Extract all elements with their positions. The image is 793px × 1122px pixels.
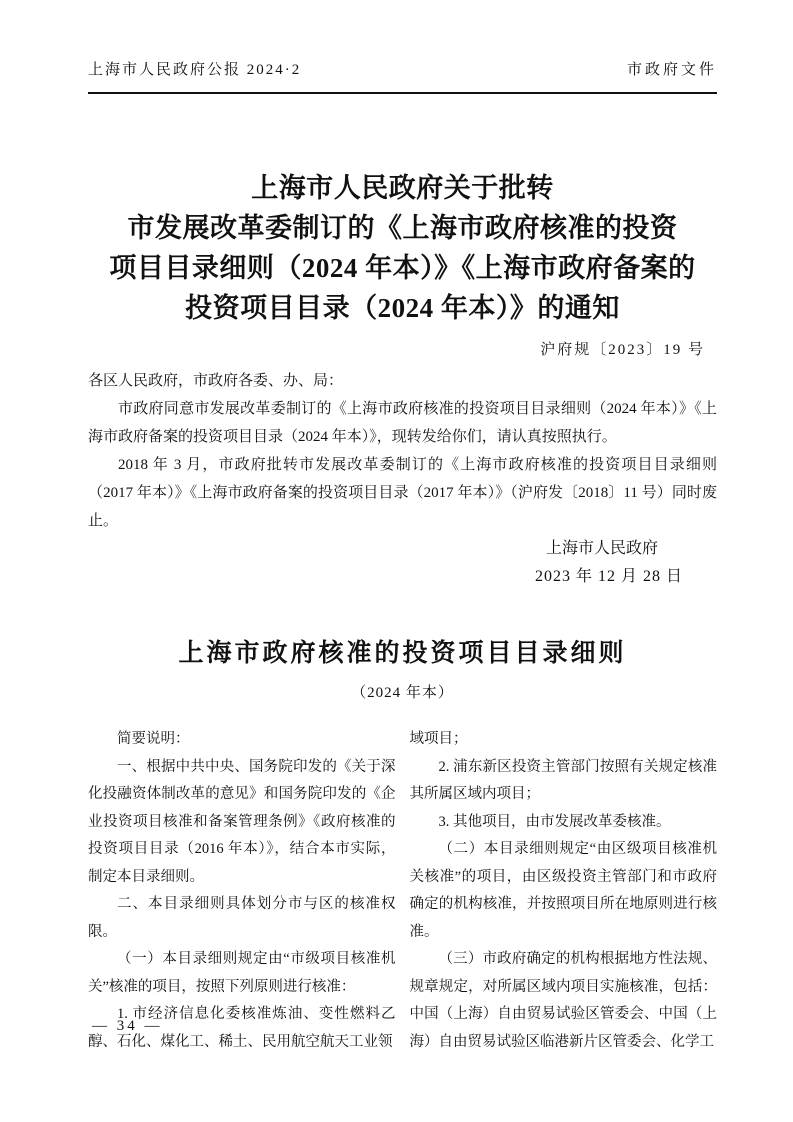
doc-number: 沪府规〔2023〕19 号 bbox=[540, 342, 705, 358]
sign-date: 2023 年 12 月 28 日 bbox=[534, 568, 683, 585]
body-paragraph: （一）本目录细则规定由“市级项目核准机关”核准的项目，按照下列原则进行核准： bbox=[88, 951, 396, 995]
body-paragraph: 3. 其他项目，由市发展改革委核准。 bbox=[438, 813, 671, 830]
right-column bbox=[410, 726, 718, 1056]
gazette-issue-label: 上海市人民政府公报 2024·2 bbox=[88, 62, 302, 78]
notice-title-line-1: 上海市人民政府关于批转 bbox=[251, 173, 554, 203]
body-columns bbox=[88, 726, 717, 1056]
notice-title-line-3: 项目目录细则（2024 年本）》《上海市政府备案的 bbox=[109, 253, 696, 283]
notice-paragraph-1: 市政府同意市发展改革委制订的《上海市政府核准的投资项目目录细则（2024 年本）》《上海市政府备案的投资项目目录（2024 年本）》，现转发给你们，请认真按照执行。 bbox=[88, 401, 717, 445]
notice-body bbox=[88, 367, 717, 535]
body-paragraph: 1. 市经济信息化委核准炼油、变性燃料乙醇、石化、煤化工、稀土、民用航空航天工业领 bbox=[88, 1006, 396, 1050]
body-paragraph: 2. 浦东新区投资主管部门按照有关规定核准其所属区域内项目； bbox=[409, 758, 717, 802]
salutation: 各区人民政府，市政府各委、办、局： bbox=[88, 373, 344, 389]
notice-title-line-2: 市发展改革委制订的《上海市政府核准的投资 bbox=[127, 213, 678, 243]
page-number: — 34 — bbox=[92, 1018, 163, 1034]
body-paragraph: （三）市政府确定的机构根据地方性法规、规章规定，对所属区域内项目实施核准，包括：中国（上海）自由贸易试验区管委会、中国（上海）自由贸易试验区临港新片区管委会、化学工 bbox=[409, 951, 717, 1050]
signoff-block bbox=[88, 535, 717, 591]
body-paragraph: 二、本目录细则具体划分市与区的核准权限。 bbox=[88, 896, 396, 940]
body-paragraph: 一、根据中共中央、国务院印发的《关于深化投融资体制改革的意见》和国务院印发的《企业投资项目核准和备案管理条例》《政府核准的投资项目目录（2016 年本）》，结合本市实际，制定本目录细则。 bbox=[88, 758, 396, 885]
document-category-label: 市政府文件 bbox=[626, 62, 717, 78]
catalog-subtitle: （2024 年本） bbox=[351, 685, 454, 701]
notice-title-line-4: 投资项目目录（2024 年本）》的通知 bbox=[185, 293, 620, 323]
body-paragraph: （二）本目录细则规定“由区级项目核准机关核准”的项目，由区级投资主管部门和市政府确定的机构核准，并按照项目所在地原则进行核准。 bbox=[409, 841, 717, 940]
body-paragraph-continuation: 域项目； bbox=[409, 731, 468, 747]
catalog-title: 上海市政府核准的投资项目目录细则 bbox=[178, 640, 627, 667]
page-header bbox=[88, 58, 717, 94]
notice-paragraph-2: 2018 年 3 月，市政府批转市发展改革委制订的《上海市政府核准的投资项目目录细则（2017 年本）》《上海市政府备案的投资项目目录（2017 年本）》（沪府发〔2018〕11 号）同时废止。 bbox=[88, 457, 717, 529]
signer-name: 上海市人民政府 bbox=[545, 540, 658, 557]
body-paragraph: 简要说明： bbox=[117, 731, 190, 747]
notice-title bbox=[88, 168, 717, 328]
left-column bbox=[88, 726, 396, 1056]
